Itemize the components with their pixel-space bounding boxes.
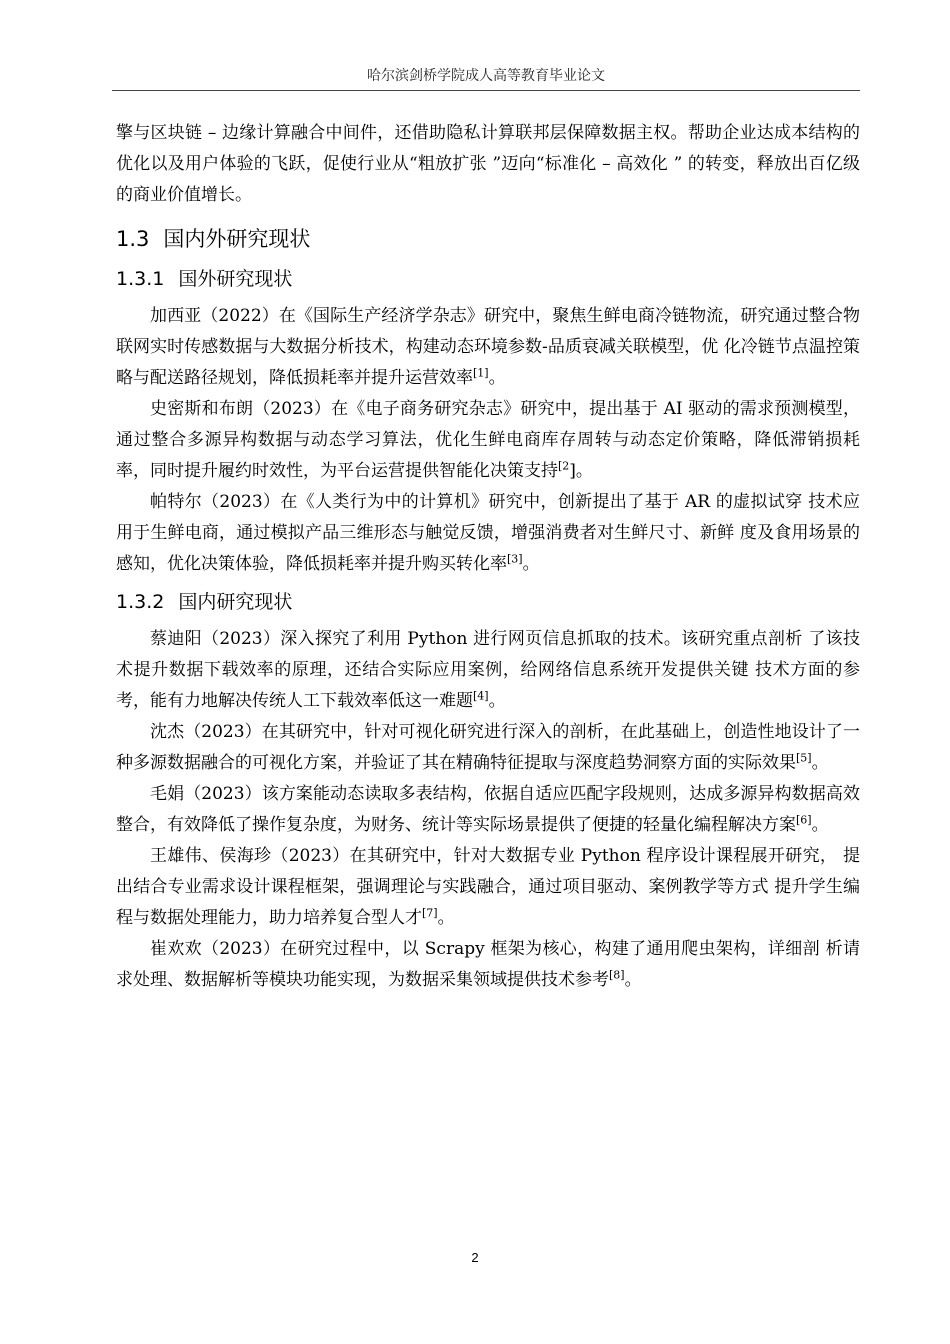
citation-ref: [3] — [507, 552, 523, 566]
paragraph-text: 毛娟（2023）该方案能动态读取多表结构，依据自适应匹配字段规则，达成多源异构数据高效整合，有效降低了操作复杂度，为财务、统计等实际场景提供了便捷的轻量化编程解决方案 — [116, 784, 860, 835]
citation-ref: [6] — [796, 813, 812, 827]
subsection-title-domestic: 国内研究现状 — [178, 591, 293, 613]
domestic-paragraph-2 — [116, 717, 860, 779]
subsection-title-foreign: 国外研究现状 — [178, 268, 293, 290]
foreign-paragraph-2 — [116, 394, 860, 487]
paragraph-text: 蔡迪阳（2023）深入探究了利用 Python 进行网页信息抓取的技术。该研究重点剖析 了该技术提升数据下载效率的原理，还结合实际应用案例，给网络信息系统开发提供关键 技术方面的参考，能有力地解决传统人工下载效率低这一难题 — [116, 629, 860, 711]
citation-ref: [7] — [422, 906, 438, 920]
domestic-paragraph-3 — [116, 779, 860, 841]
citation-ref: [8] — [609, 968, 625, 982]
paragraph-tail: 。 — [811, 753, 829, 773]
paragraph-text: 沈杰（2023）在其研究中，针对可视化研究进行深入的剖析，在此基础上，创造性地设计了一种多源数据融合的可视化方案，并验证了其在精确特征提取与深度趋势洞察方面的实际效果 — [116, 722, 860, 773]
paragraph-text: 帕特尔（2023）在《人类行为中的计算机》研究中，创新提出了基于 AR 的虚拟试穿 技术应用于生鲜电商，通过模拟产品三维形态与触觉反馈，增强消费者对生鲜尺寸、新鲜 度及食用场景的感知，优化决策体验，降低损耗率并提升购买转化率 — [116, 492, 860, 574]
foreign-paragraph-3 — [116, 487, 860, 580]
subsection-heading-domestic — [116, 586, 860, 618]
header-rule — [112, 90, 860, 91]
citation-ref: [4] — [473, 689, 489, 703]
domestic-paragraph-5 — [116, 934, 860, 996]
subsection-number-domestic: 1.3.2 — [116, 591, 165, 613]
domestic-paragraph-1 — [116, 624, 860, 717]
paragraph-text: 王雄伟、侯海珍（2023）在其研究中，针对大数据专业 Python 程序设计课程展开研究， 提出结合专业需求设计课程框架，强调理论与实践融合，通过项目驱动、案例教学等方式 提升学生编程与数据处理能力，助力培养复合型人才 — [116, 846, 860, 928]
subsection-number-foreign: 1.3.1 — [116, 268, 165, 290]
page-number: 2 — [471, 1250, 479, 1265]
subsection-heading-foreign — [116, 263, 860, 295]
paragraph-text: 崔欢欢（2023）在研究过程中，以 Scrapy 框架为核心，构建了通用爬虫架构，详细剖 析请求处理、数据解析等模块功能实现，为数据采集领域提供技术参考 — [116, 939, 860, 990]
paragraph-text: 史密斯和布朗（2023）在《电子商务研究杂志》研究中，提出基于 AI 驱动的需求预测模型，通过整合多源异构数据与动态学习算法，优化生鲜电商库存周转与动态定价策略，降低滞销损耗率，同时提升履约时效性，为平台运营提供智能化决策支持 — [116, 399, 860, 481]
citation-ref: [1] — [473, 366, 489, 380]
intro-paragraph: 擎与区块链 – 边缘计算融合中间件，还借助隐私计算联邦层保障数据主权。帮助企业达成本结构的优化以及用户体验的飞跃，促使行业从“粗放扩张 ”迈向“标准化 – 高效化 ” 的转变，释放出百亿级的商业价值增长。 — [116, 123, 860, 205]
citation-ref: [2 — [558, 459, 570, 473]
paragraph-text: 加西亚（2022）在《国际生产经济学杂志》研究中，聚焦生鲜电商冷链物流，研究通过整合物联网实时传感数据与大数据分析技术，构建动态环境参数-品质衰减关联模型，优 化冷链节点温控策略与配送路径规划，降低损耗率并提升运营效率 — [116, 306, 860, 388]
section-number: 1.3 — [116, 227, 150, 251]
page-content — [116, 118, 860, 996]
paragraph-tail: 。 — [488, 368, 506, 388]
section-heading — [116, 223, 860, 255]
paragraph-tail: ]。 — [569, 461, 593, 481]
foreign-paragraph-1 — [116, 301, 860, 394]
paragraph-tail: 。 — [811, 815, 829, 835]
paragraph-tail: 。 — [437, 908, 455, 928]
paragraph-tail: 。 — [522, 554, 540, 574]
section-title: 国内外研究现状 — [163, 227, 311, 251]
domestic-paragraph-4 — [116, 841, 860, 934]
paragraph-tail: 。 — [488, 691, 506, 711]
citation-ref: [5] — [796, 751, 812, 765]
page-header: 哈尔滨剑桥学院成人高等教育毕业论文 — [367, 68, 605, 84]
paragraph-tail: 。 — [624, 970, 642, 990]
